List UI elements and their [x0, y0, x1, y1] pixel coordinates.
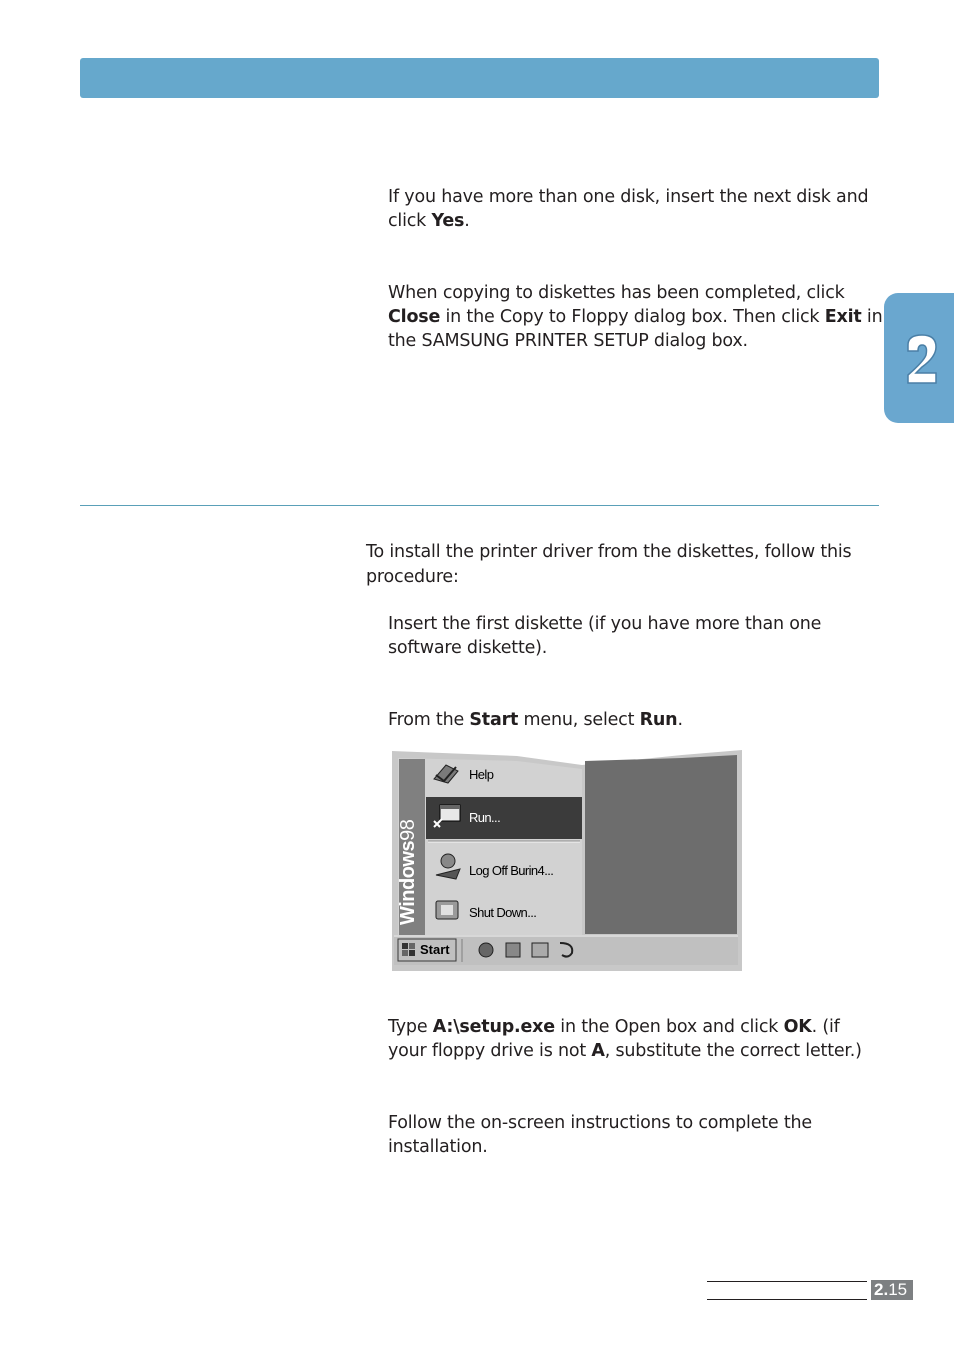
footer-rule-bottom — [707, 1299, 867, 1300]
step-start-run: From the Start menu, select Run. — [388, 710, 683, 730]
step-follow-instructions: Follow the on-screen instructions to complete the installation. — [388, 1113, 812, 1157]
chapter-header-bar — [80, 58, 879, 98]
chapter-tab — [884, 293, 954, 423]
menu-item-help[interactable]: Help — [469, 767, 494, 782]
section-intro: To install the printer driver from the diskettes, follow this procedure: — [366, 542, 852, 587]
menu-item-run[interactable]: Run... — [469, 810, 501, 825]
section-divider — [80, 505, 879, 506]
shut-down-icon — [436, 901, 458, 919]
menu-item-log-off[interactable]: Log Off Burin4... — [469, 863, 554, 878]
step-insert-diskette: Insert the first diskette (if you have more than one software diskette). — [388, 614, 822, 658]
start-button[interactable]: Start — [420, 942, 450, 957]
page-number: 2.15 — [871, 1280, 913, 1300]
step-copy-complete: When copying to diskettes has been completed, click Close in the Copy to Floppy dialog box. Then click Exit in the SAMSUNG PRINTER SETUP dialog box. — [388, 283, 883, 351]
menu-item-shut-down[interactable]: Shut Down... — [469, 905, 537, 920]
footer-rule-top — [707, 1281, 867, 1282]
chapter-number-graphic — [902, 331, 942, 387]
step-type-setup: Type A:\setup.exe in the Open box and click OK. (if your floppy drive is not A, substitute the correct letter.) — [388, 1017, 862, 1061]
windows98-brand: Windows98 — [397, 819, 419, 925]
step-next-disk: If you have more than one disk, insert the next disk and click Yes. — [388, 187, 869, 231]
start-menu-screenshot — [392, 749, 742, 971]
